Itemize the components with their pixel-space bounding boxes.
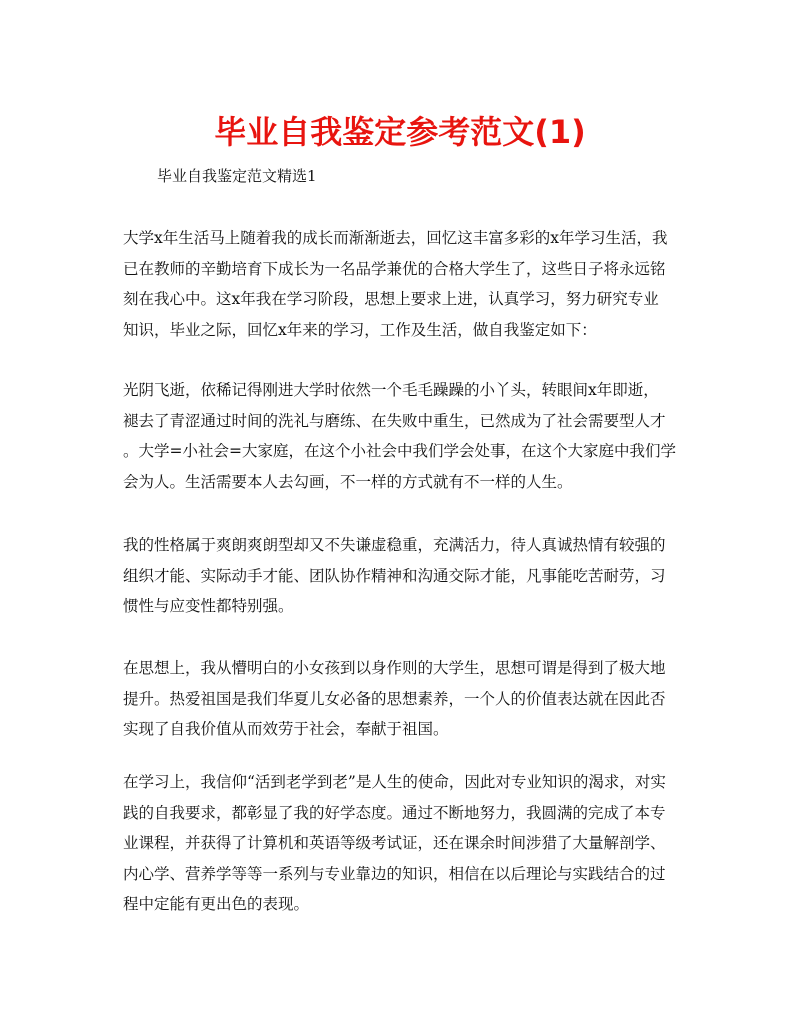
paragraph-line: 光阴飞逝，依稀记得刚进大学时依然一个毛毛躁躁的小丫头，转眼间x年即逝， xyxy=(123,381,659,399)
paragraph-line: 内心学、营养学等等一系列与专业靠边的知识，相信在以后理论与实践结合的过 xyxy=(123,864,666,883)
paragraph-line: 刻在我心中。这x年我在学习阶段，思想上要求上进，认真学习，努力研究专业 xyxy=(123,290,659,308)
paragraph-line: 实现了自我价值从而效劳于社会，奉献于祖国。 xyxy=(123,720,449,738)
paragraph-line: 惯性与应变性都特别强。 xyxy=(123,597,294,615)
document-title: 毕业自我鉴定参考范文(1) xyxy=(214,113,586,151)
paragraph-line: 褪去了青涩通过时间的洗礼与磨练、在失败中重生，已然成为了社会需要型人才 xyxy=(123,411,666,430)
paragraph-3 xyxy=(123,530,683,622)
paragraph-line: 会为人。生活需要本人去勾画，不一样的方式就有不一样的人生。 xyxy=(123,472,573,491)
paragraph-5 xyxy=(123,767,683,920)
paragraph-line: 已在教师的辛勤培育下成长为一名品学兼优的合格大学生了，这些日子将永远铭 xyxy=(123,259,666,278)
paragraph-line: 业课程，并获得了计算机和英语等级考试证，还在课余时间涉猎了大量解剖学、 xyxy=(123,834,666,852)
paragraph-1 xyxy=(123,223,683,345)
paragraph-2 xyxy=(123,375,683,497)
paragraph-line: 知识，毕业之际，回忆x年来的学习，工作及生活，做自我鉴定如下： xyxy=(123,320,597,339)
paragraph-line: 践的自我要求，都彰显了我的好学态度。通过不断地努力，我圆满的完成了本专 xyxy=(123,803,666,822)
paragraph-line: 我的性格属于爽朗爽朗型却又不失谦虚稳重，充满活力，待人真诚热情有较强的 xyxy=(123,536,666,554)
document-subtitle: 毕业自我鉴定范文精选1 xyxy=(157,167,317,185)
paragraph-line: 提升。热爱祖国是我们华夏儿女必备的思想素养，一个人的价值表达就在因此否 xyxy=(123,689,666,708)
paragraph-line: 程中定能有更出色的表现。 xyxy=(123,895,310,913)
paragraph-line: 在思想上，我从懵明白的小女孩到以身作则的大学生，思想可谓是得到了极大地 xyxy=(123,659,666,677)
paragraph-line: 在学习上，我信仰“活到老学到老”是人生的使命，因此对专业知识的渴求，对实 xyxy=(123,773,666,791)
paragraph-line: 。大学=小社会=大家庭，在这个小社会中我们学会处事，在这个大家庭中我们学 xyxy=(123,442,676,460)
paragraph-line: 组织才能、实际动手才能、团队协作精神和沟通交际才能，凡事能吃苦耐劳，习 xyxy=(123,566,666,585)
paragraph-4 xyxy=(123,653,683,745)
paragraph-line: 大学x年生活马上随着我的成长而渐渐逝去，回忆这丰富多彩的x年学习生活，我 xyxy=(123,229,668,247)
